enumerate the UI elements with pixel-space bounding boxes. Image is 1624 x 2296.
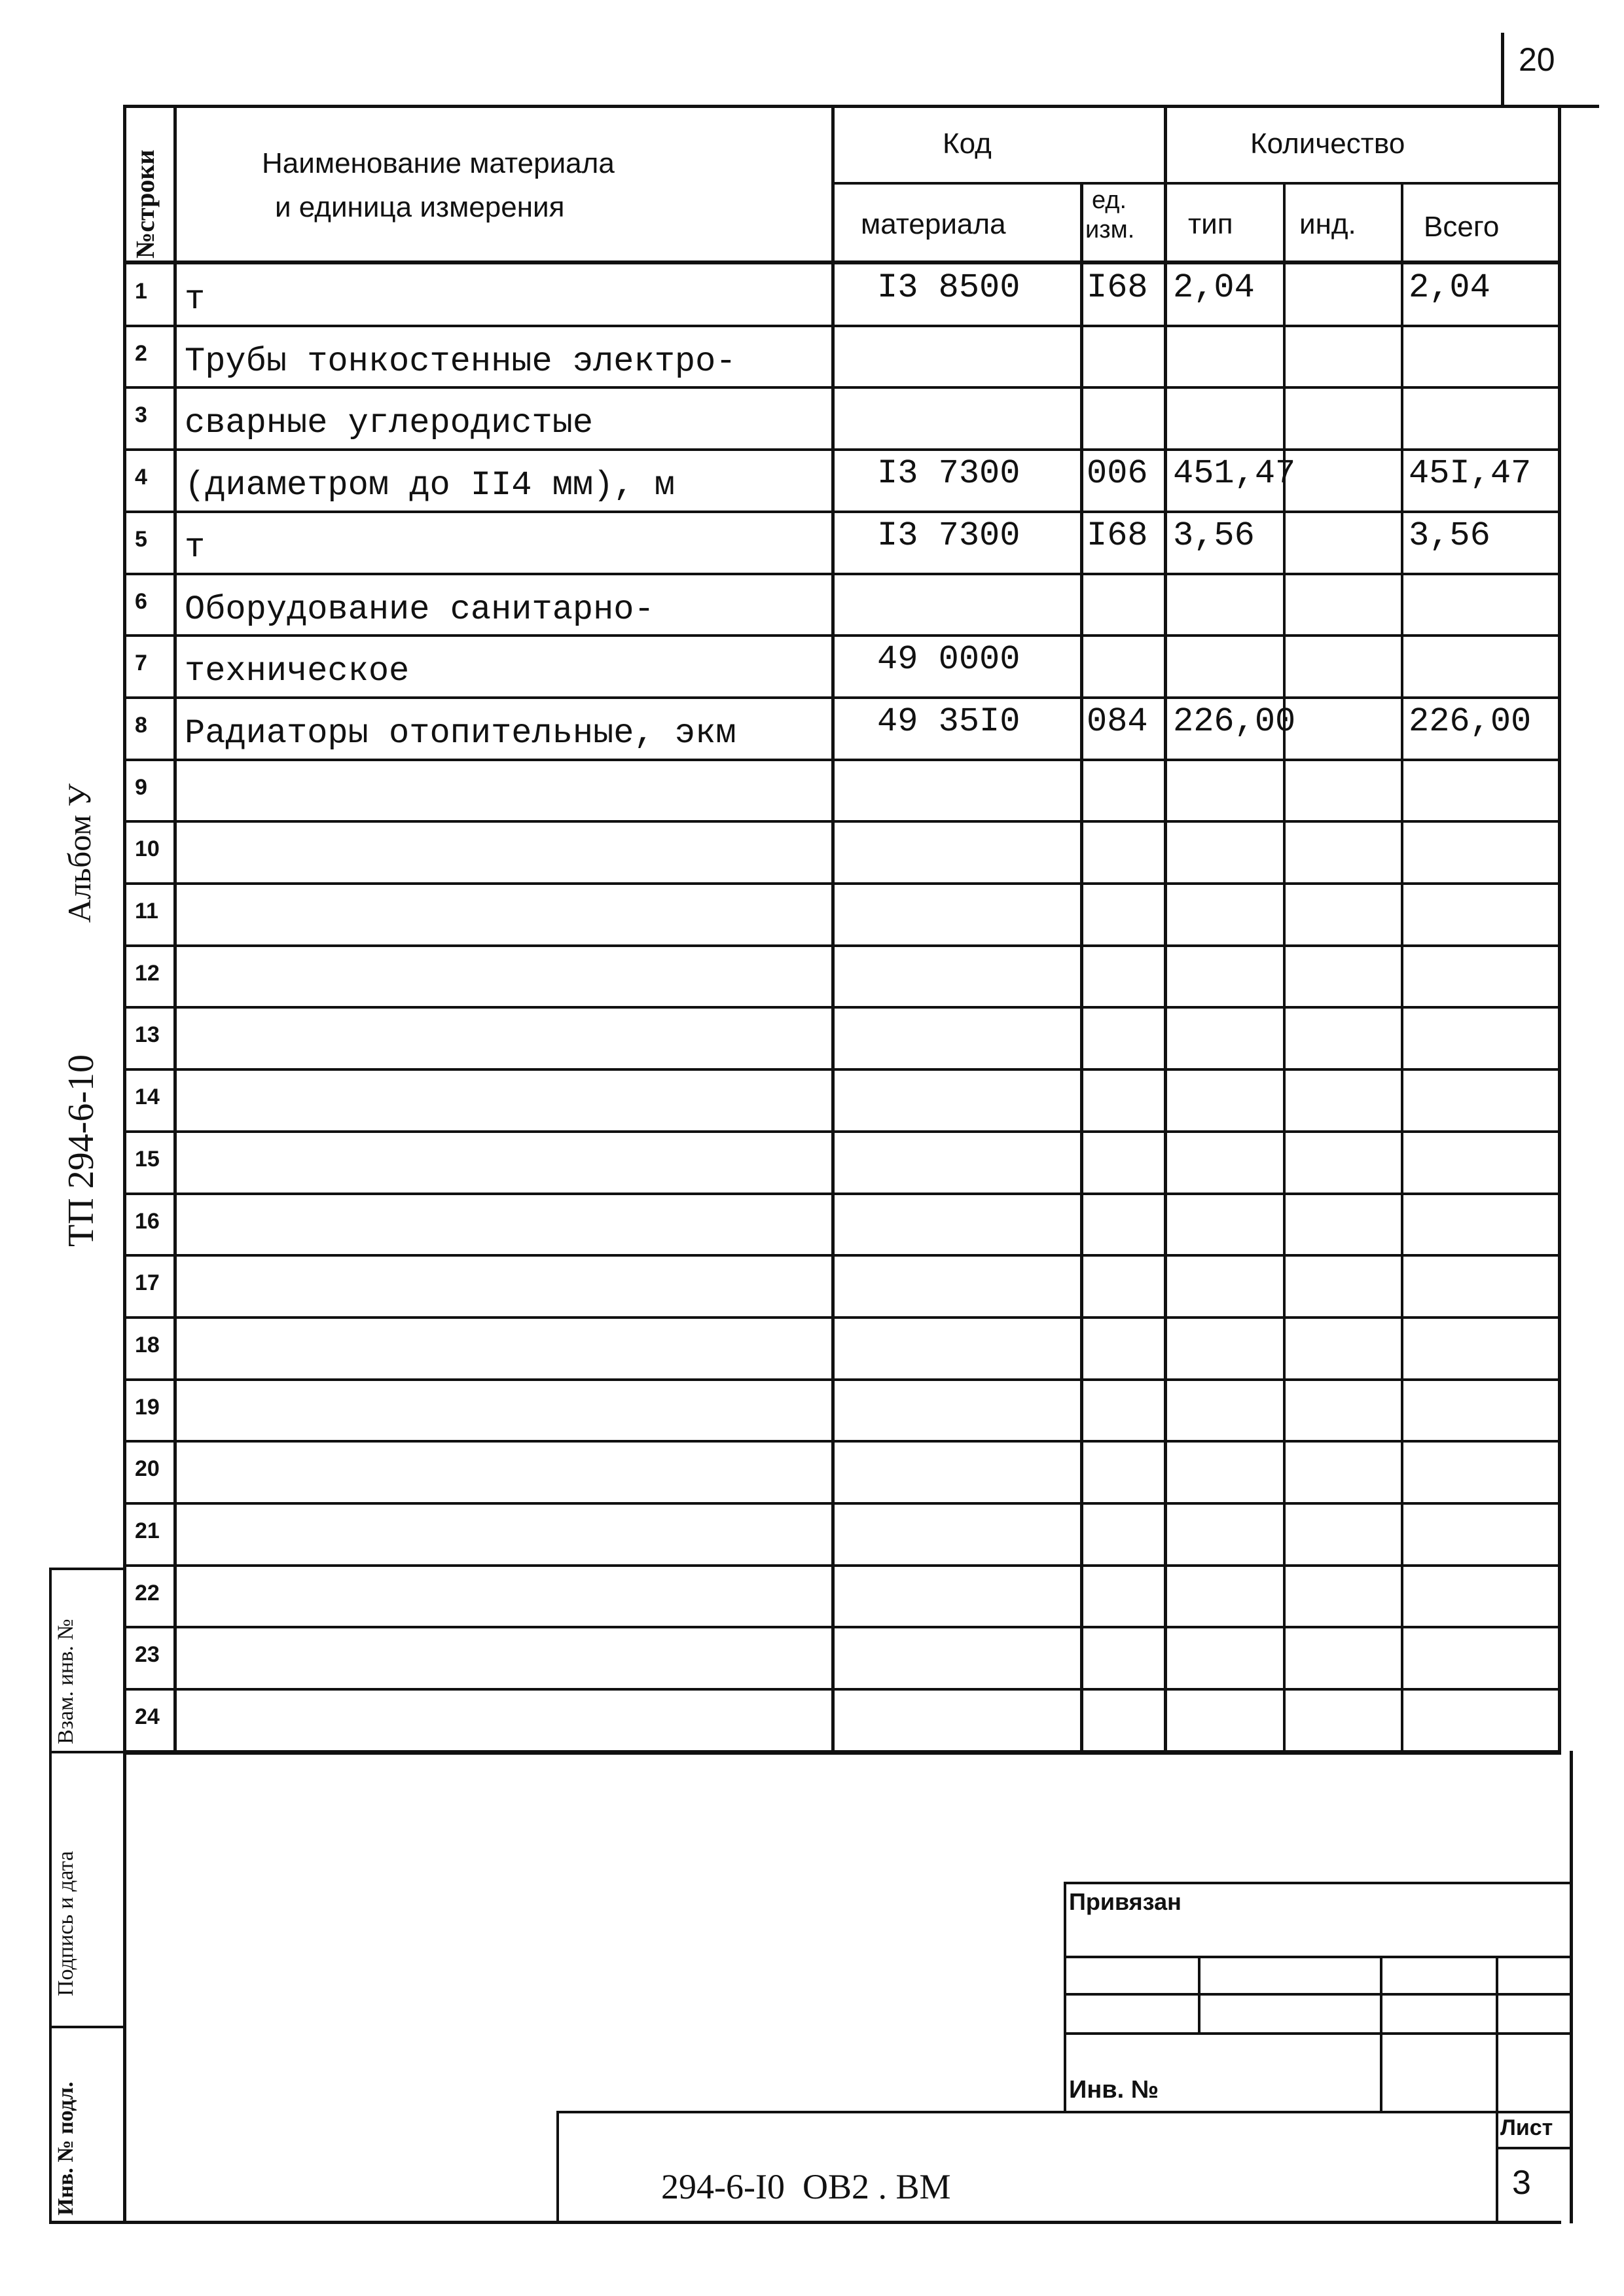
row-number: 15 <box>135 1146 160 1172</box>
row-number: 18 <box>135 1332 160 1357</box>
stamp-label-replacement: Взам. инв. № <box>54 1619 78 1744</box>
row-number: 22 <box>135 1580 160 1605</box>
unit-code-cell: I68 <box>1087 516 1148 555</box>
row-number: 17 <box>135 1270 160 1296</box>
material-name-cell: Оборудование санитарно- <box>185 590 655 629</box>
material-code-header: материала <box>861 208 1006 240</box>
material-name-cell: (диаметром до II4 мм), м <box>185 466 675 505</box>
row-number: 21 <box>135 1518 160 1543</box>
name-header-line2: и единица измерения <box>275 191 565 223</box>
name-header-line1: Наименование материала <box>262 147 615 179</box>
row-number: 20 <box>135 1456 160 1482</box>
total-quantity-cell: 2,04 <box>1409 268 1490 307</box>
document-designation: 294-6-I0 ОВ2 . ВМ <box>661 2167 951 2206</box>
row-number: 13 <box>135 1022 160 1048</box>
unit-code-cell: 006 <box>1087 454 1148 493</box>
project-code-label: ТП 294-6-10 <box>61 1054 101 1247</box>
row-number: 19 <box>135 1394 160 1420</box>
row-number: 10 <box>135 836 160 862</box>
total-quantity-cell: 3,56 <box>1409 516 1490 555</box>
total-quantity-cell: 45I,47 <box>1409 454 1532 493</box>
row-number: 23 <box>135 1642 160 1668</box>
sheet-number: 3 <box>1512 2164 1531 2202</box>
row-number: 2 <box>135 340 147 366</box>
row-number: 24 <box>135 1704 160 1730</box>
row-number: 4 <box>135 465 147 490</box>
sheet-label: Лист <box>1500 2115 1553 2140</box>
material-code-cell: I3 7300 <box>877 516 1020 555</box>
material-name-cell: сварные углеродистые <box>185 404 594 443</box>
stamp-label-inv-original: Инв. № подл. <box>54 2081 78 2215</box>
material-name-cell: т <box>185 528 206 567</box>
row-number: 5 <box>135 526 147 552</box>
row-number: 12 <box>135 960 160 986</box>
material-name-cell: Трубы тонкостенные электро- <box>185 342 736 381</box>
material-name-cell: т <box>185 280 206 319</box>
total-header: Всего <box>1424 211 1500 243</box>
album-label: Альбом У <box>61 783 98 923</box>
type-quantity-cell: 3,56 <box>1173 516 1255 555</box>
row-number: 11 <box>135 899 158 924</box>
page-number: 20 <box>1519 41 1555 78</box>
row-number: 7 <box>135 651 147 676</box>
stamp-label-signature: Подпись и дата <box>54 1851 78 1996</box>
material-name-cell: Радиаторы отопительные, экм <box>185 713 736 753</box>
material-code-cell: I3 7300 <box>877 454 1020 493</box>
code-group-header: Код <box>943 128 992 160</box>
row-number: 8 <box>135 712 147 738</box>
row-number: 6 <box>135 588 147 614</box>
unit-code-cell: I68 <box>1087 268 1148 307</box>
row-number-header: №строки <box>130 149 160 259</box>
unit-header-line2: изм. <box>1085 216 1135 243</box>
material-code-cell: 49 35I0 <box>877 702 1020 741</box>
material-code-cell: 49 0000 <box>877 640 1020 679</box>
inv-number-label: Инв. № <box>1069 2076 1159 2104</box>
type-quantity-cell: 2,04 <box>1173 268 1255 307</box>
row-number: 1 <box>135 279 147 304</box>
material-name-cell: техническое <box>185 652 410 691</box>
type-quantity-cell: 451,47 <box>1173 454 1296 493</box>
row-number: 14 <box>135 1085 160 1110</box>
unit-header-line1: ед. <box>1092 187 1127 214</box>
ind-header: инд. <box>1299 208 1356 240</box>
total-quantity-cell: 226,00 <box>1409 702 1532 741</box>
bound-label: Привязан <box>1069 1888 1182 1915</box>
row-number: 3 <box>135 403 147 428</box>
type-header: тип <box>1188 208 1233 240</box>
material-code-cell: I3 8500 <box>877 268 1020 307</box>
type-quantity-cell: 226,00 <box>1173 702 1296 741</box>
unit-code-cell: 084 <box>1087 702 1148 741</box>
quantity-group-header: Количество <box>1250 128 1405 160</box>
row-number: 9 <box>135 774 147 800</box>
row-number: 16 <box>135 1208 160 1234</box>
